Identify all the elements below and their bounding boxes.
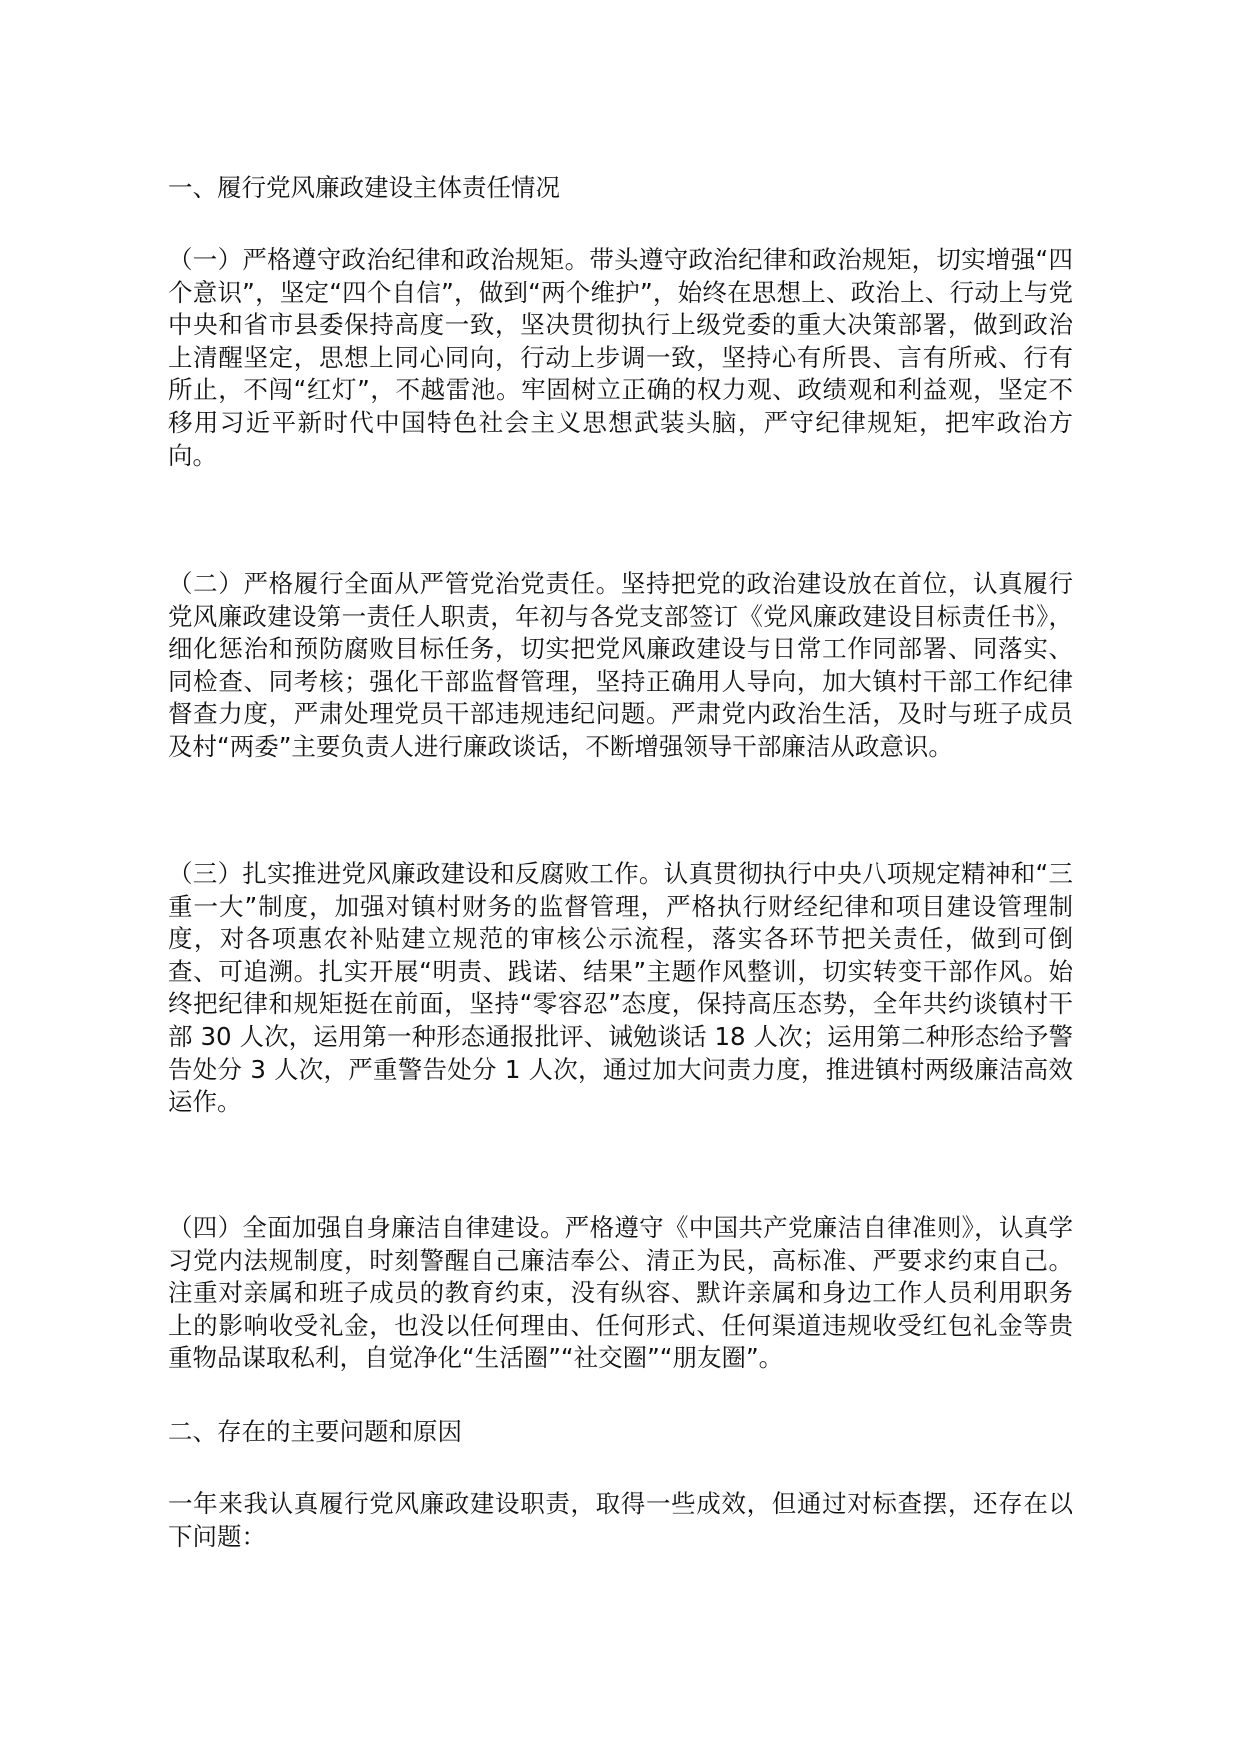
paragraph-3: （三）扎实推进党风廉政建设和反腐败工作。认真贯彻执行中央八项规定精神和“三重一大”制度，加强对镇村财务的监督管理，严格执行财经纪律和项目建设管理制度，对各项惠农补贴建立规范的审核公示流程，落实各环节把关责任，做到可倒查、可追溯。扎实开展“明责、践诺、结果”主题作风整训，切实转变干部作风。始终把纪律和规矩挺在前面，坚持“零容忍”态度，保持高压态势，全年共约谈镇村干部 30 人次，运用第一种形态通报批评、诫勉谈话 18 人次；运用第二种形态给予警告处分 3 人次，严重警告处分 1 人次，通过加大问责力度，推进镇村两级廉洁高效运作。 xyxy=(168,859,1073,1117)
paragraph-2: （二）严格履行全面从严管党治党责任。坚持把党的政治建设放在首位，认真履行党风廉政建设第一责任人职责，年初与各党支部签订《党风廉政建设目标责任书》，细化惩治和预防腐败目标任务，切实把党风廉政建设与日常工作同部署、同落实、同检查、同考核；强化干部监督管理，坚持正确用人导向，加大镇村干部工作纪律督查力度，严肃处理党员干部违规违纪问题。严肃党内政治生活，及时与班子成员及村“两委”主要负责人进行廉政谈话，不断增强领导干部廉洁从政意识。 xyxy=(168,569,1073,761)
paragraph-4: （四）全面加强自身廉洁自律建设。严格遵守《中国共产党廉洁自律准则》，认真学习党内法规制度，时刻警醒自己廉洁奉公、清正为民，高标准、严要求约束自己。注重对亲属和班子成员的教育约束，没有纵容、默许亲属和身边工作人员利用职务上的影响收受礼金，也没以任何理由、任何形式、任何渠道违规收受红包礼金等贵重物品谋取私利，自觉净化“生活圈”“社交圈”“朋友圈”。 xyxy=(168,1213,1073,1373)
section-heading-2: 二、存在的主要问题和原因 xyxy=(168,1417,462,1446)
paragraph-1: （一）严格遵守政治纪律和政治规矩。带头遵守政治纪律和政治规矩，切实增强“四个意识”，坚定“四个自信”，做到“两个维护”，始终在思想上、政治上、行动上与党中央和省市县委保持高度一致，坚决贯彻执行上级党委的重大决策部署，做到政治上清醒坚定，思想上同心同向，行动上步调一致，坚持心有所畏、言有所戒、行有所止，不闯“红灯”，不越雷池。牢固树立正确的权力观、政绩观和利益观，坚定不移用习近平新时代中国特色社会主义思想武装头脑，严守纪律规矩，把牢政治方向。 xyxy=(168,245,1073,470)
section-heading-1: 一、履行党风廉政建设主体责任情况 xyxy=(168,173,560,202)
paragraph-5: 一年来我认真履行党风廉政建设职责，取得一些成效，但通过对标查摆，还存在以下问题： xyxy=(168,1489,1073,1551)
